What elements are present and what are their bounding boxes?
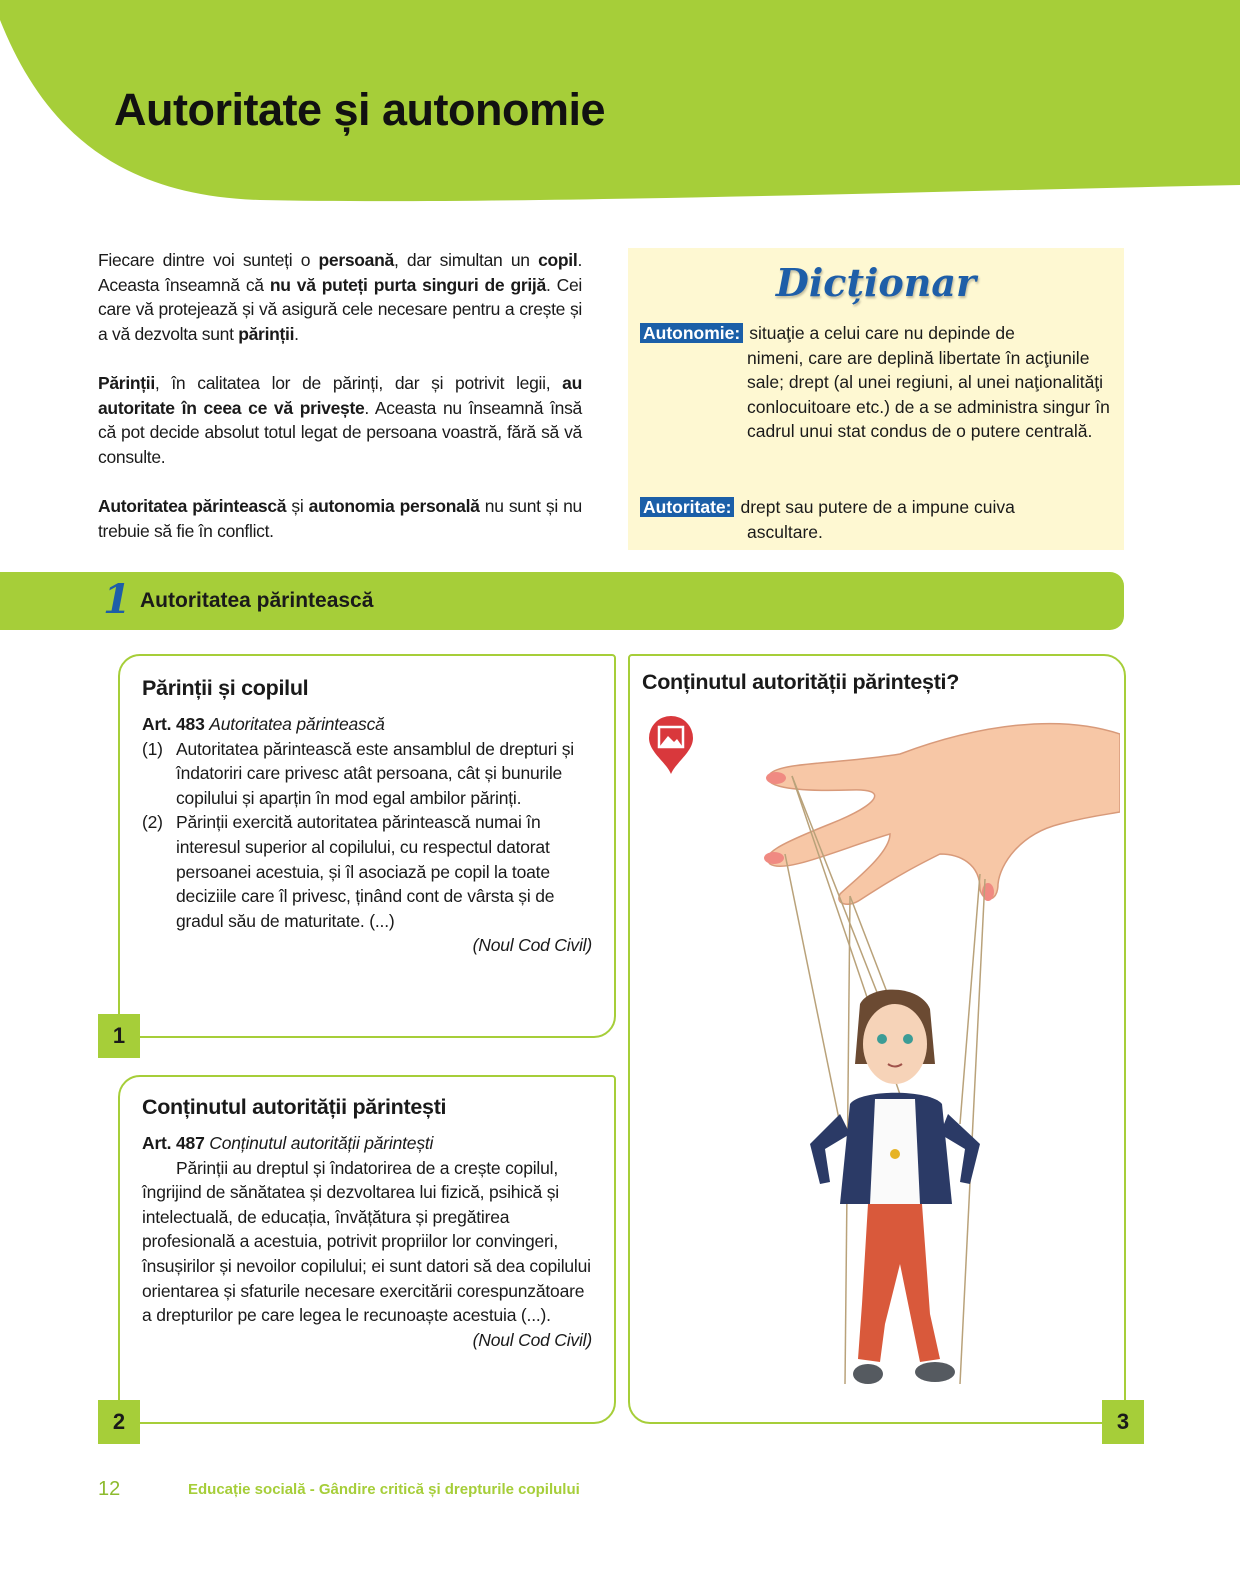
image-pin-icon[interactable]: [646, 714, 696, 776]
article-title: Autoritatea părintească: [209, 714, 385, 734]
article-text: Părinții au dreptul și îndatorirea de a crește copilul, îngrijind de sănătatea și dezvoltarea lui fizică, psihică și intelectuală, de educația, învățătura și pregătirea profesională a acestuia, potrivit propriilor lor convingeri, însușirilor și nevoilor copilului; ei sunt datori să dea copilului orientarea și sfaturile necesare exercitării corespunzătoare a drepturilor pe care legea le recunoaște acestuia (...).: [142, 1157, 591, 1326]
term-definition-start: drept sau putere de a impune cuiva: [740, 497, 1015, 517]
box-number-2: 2: [98, 1400, 140, 1444]
bold-text: Părinții: [98, 372, 155, 393]
source-box-1: [118, 654, 616, 1038]
text-run: . Cei care vă protejează și vă asigură cele necesare pentru a crește și a vă dezvolta sunt: [98, 274, 582, 344]
source-box-3: [628, 654, 1126, 1424]
section-title: Autoritatea părintească: [140, 589, 374, 612]
box-heading: Conținutul autorității părintești: [142, 1095, 447, 1119]
article-number: Art. 483: [142, 714, 205, 734]
dictionary-panel: [628, 248, 1124, 550]
term-label: Autonomie:: [640, 323, 743, 343]
page-title: Autoritate și autonomie: [114, 84, 606, 135]
dictionary-term-autoritate: [640, 495, 1110, 544]
text-run: , dar simultan un: [393, 250, 539, 270]
article-title: Conținutul autorității părintești: [209, 1133, 434, 1153]
box-heading: Conținutul autorității părintești?: [642, 670, 960, 694]
list-item: (2) Părinții exercită autoritatea părintească numai în interesul superior al copilului, cu respectul datorat persoanei acestuia, și îl asociază pe copil la toate deciziile care îl privesc, ținând cont de vârsta și de gradul său de maturitate. (...): [142, 812, 555, 931]
intro-paragraph-1: [98, 248, 582, 346]
bold-text: copil: [538, 250, 578, 270]
term-definition-start: situaţie a celui care nu depinde de: [749, 323, 1015, 343]
text-run: nu sunt și nu trebuie să fie în conflict.: [98, 495, 582, 541]
source-citation: (Noul Cod Civil): [472, 1329, 592, 1350]
term-definition-rest: nimeni, care are deplină libertate în acţiunile sale; drept (al unei regiuni, al unei naţionalităţi conlocuitoare etc.) de a se administra singur în cadrul unui stat condus de o putere centrală.: [747, 347, 1110, 442]
bold-text: persoană: [318, 250, 394, 270]
bold-text: Autoritatea părintească: [98, 495, 287, 516]
intro-paragraph-3: [98, 494, 582, 543]
section-number: 1: [103, 576, 131, 623]
term-label: Autoritate:: [640, 497, 734, 517]
bold-text: autonomia personală: [308, 495, 480, 516]
box-number-1: 1: [98, 1014, 140, 1058]
article-number: Art. 487: [142, 1133, 205, 1153]
bold-text: nu vă puteți purta singuri de grijă: [269, 274, 546, 295]
text-run: Fiecare dintre voi sunteți o: [98, 250, 319, 270]
text-run: .: [294, 323, 299, 344]
box-body: [142, 1131, 592, 1352]
bold-text: au autoritate în ceea ce vă privește: [98, 372, 582, 418]
text-run: , în calitatea lor de părinți, dar și potrivit legii,: [154, 372, 563, 393]
dictionary-term-autonomie: [640, 321, 1110, 444]
book-title-footer: Educație socială - Gândire critică și drepturile copilului: [188, 1481, 580, 1498]
box-body: [142, 712, 592, 958]
text-run: . Aceasta înseamnă că: [98, 250, 582, 295]
term-definition-rest: ascultare.: [747, 521, 823, 542]
source-box-2: [118, 1075, 616, 1424]
list-item: (1) Autoritatea părintească este ansamblul de drepturi și îndatoriri care privesc atât persoana, cât și bunurile copilului și aparțin în mod egal ambilor părinți.: [142, 738, 574, 808]
page-number: 12: [98, 1478, 121, 1500]
text-run: . Aceasta nu înseamnă însă că pot decide absolut totul legat de persoana voastră, fără să vă consulte.: [98, 397, 582, 467]
dictionary-title: Dicționar: [775, 260, 977, 305]
puppet-illustration: [730, 704, 1120, 1414]
box-number-3: 3: [1102, 1400, 1144, 1444]
intro-text: [98, 248, 582, 568]
box-heading: Părinții și copilul: [142, 676, 309, 700]
bold-text: părinții: [238, 323, 295, 344]
source-citation: (Noul Cod Civil): [472, 935, 592, 956]
text-run: și: [286, 495, 309, 516]
intro-paragraph-2: [98, 371, 582, 469]
